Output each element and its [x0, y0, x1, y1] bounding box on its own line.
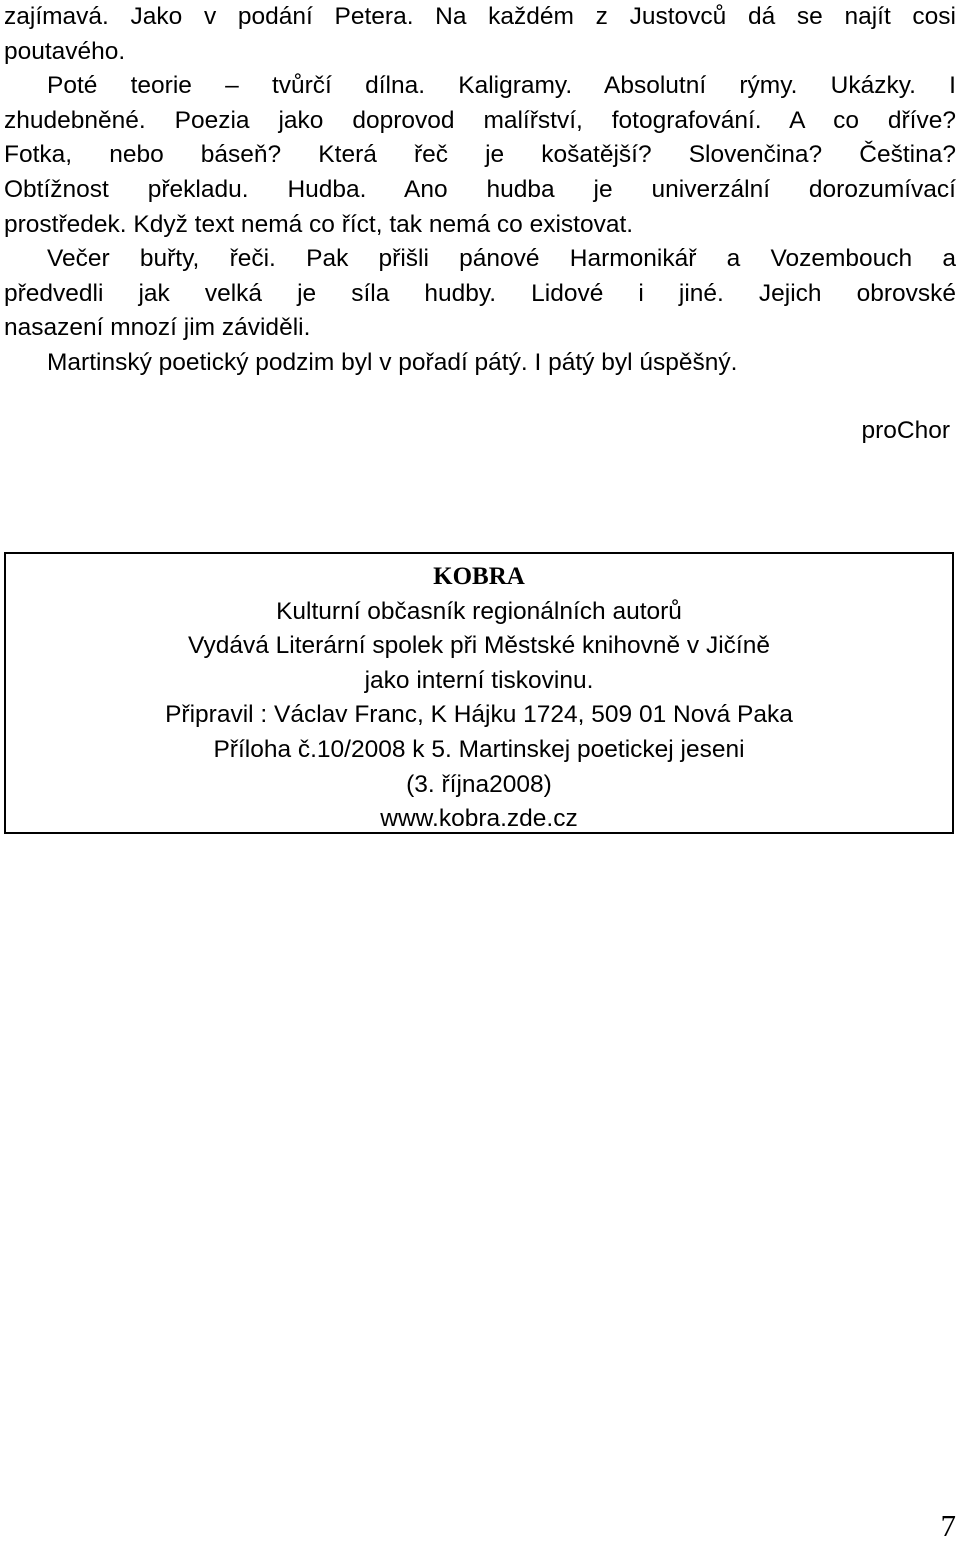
colophon-line: Příloha č.10/2008 k 5. Martinskej poetickej jeseni — [213, 735, 745, 763]
article-line: poutavého. — [4, 37, 126, 65]
article-line: prostředek. Když text nemá co říct, tak nemá co existovat. — [4, 210, 634, 238]
article-line: zhudebněné. Poezia jako doprovod malířství, fotografování. A co dříve? — [4, 106, 956, 134]
article-body — [4, 0, 956, 381]
colophon-line: Kulturní občasník regionálních autorů — [276, 597, 682, 625]
colophon-url: www.kobra.zde.cz — [380, 805, 578, 833]
article-line: Poté teorie – tvůrčí dílna. Kaligramy. Absolutní rýmy. Ukázky. I — [47, 72, 956, 100]
article-line: Obtížnost překladu. Hudba. Ano hudba je univerzální dorozumívací — [4, 175, 956, 203]
page-number: 7 — [940, 1508, 956, 1543]
colophon-line: Vydává Literární spolek při Městské knihovně v Jičíně — [188, 632, 770, 660]
article-line: Večer buřty, řeči. Pak přišli pánové Harmonikář a Vozembouch a — [47, 245, 956, 273]
article-line: nasazení mnozí jim záviděli. — [4, 314, 311, 342]
article-line: předvedli jak velká je síla hudby. Lidové i jiné. Jejich obrovské — [4, 279, 956, 307]
article-line: Fotka, nebo báseň? Která řeč je košatější? Slovenčina? Čeština? — [4, 141, 956, 169]
colophon-line: Připravil : Václav Franc, K Hájku 1724, 509 01 Nová Paka — [165, 701, 793, 729]
colophon-line: (3. října2008) — [406, 770, 552, 798]
colophon-title: KOBRA — [433, 563, 525, 590]
colophon-box — [4, 552, 954, 834]
colophon-line: jako interní tiskovinu. — [364, 666, 594, 694]
article-line: zajímavá. Jako v podání Petera. Na každém z Justovců dá se najít cosi — [4, 3, 956, 30]
article-line: Martinský poetický podzim byl v pořadí pátý. I pátý byl úspěšný. — [47, 348, 738, 376]
author-signature: proChor — [861, 417, 950, 444]
